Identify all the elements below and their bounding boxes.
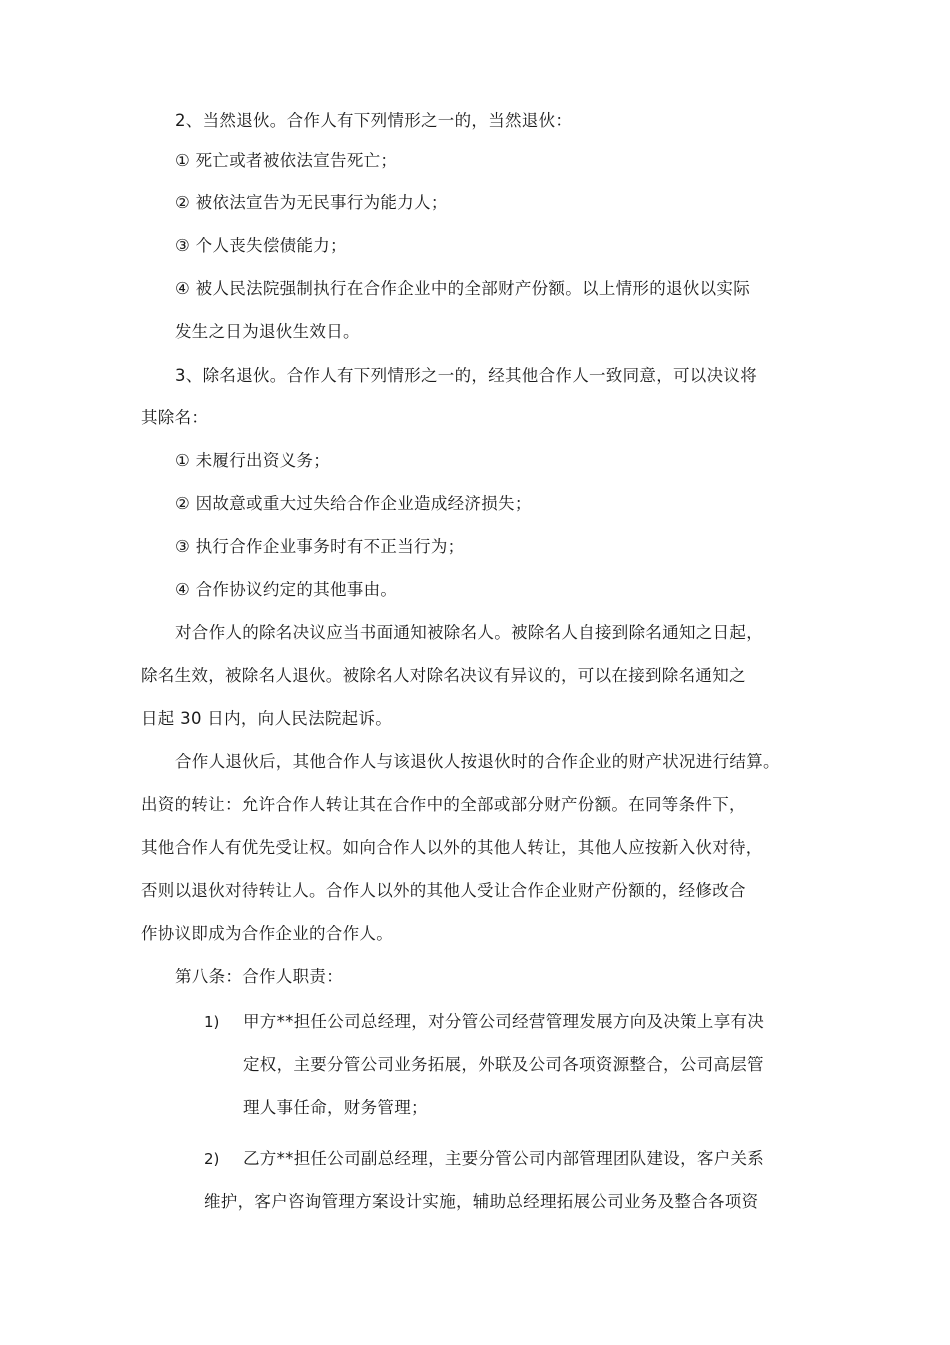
text-line: ② 因故意或重大过失给合作企业造成经济损失； xyxy=(175,494,532,513)
text-line: 乙方**担任公司副总经理，主要分管公司内部管理团队建设，客户关系 xyxy=(243,1149,765,1168)
text-line: ④ 合作协议约定的其他事由。 xyxy=(175,580,398,599)
text-line: 理人事任命，财务管理； xyxy=(243,1098,428,1117)
text-line: 发生之日为退伙生效日。 xyxy=(175,322,360,341)
text-line: ① 未履行出资义务； xyxy=(175,451,331,470)
text-line: 日起 30 日内，向人民法院起诉。 xyxy=(141,709,393,728)
text-line: 维护，客户咨询管理方案设计实施，辅助总经理拓展公司业务及整合各项资 xyxy=(204,1192,759,1211)
text-line: 除名生效，被除名人退伙。被除名人对除名决议有异议的，可以在接到除名通知之 xyxy=(141,666,746,685)
text-line: ③ 执行合作企业事务时有不正当行为； xyxy=(175,537,465,556)
text-line: 第八条：合作人职责： xyxy=(175,967,343,986)
list-number: 1) xyxy=(204,1013,220,1031)
text-line: 2、当然退伙。合作人有下列情形之一的，当然退伙： xyxy=(175,111,573,130)
text-line: 作协议即成为合作企业的合作人。 xyxy=(141,924,393,943)
list-number: 2) xyxy=(204,1150,220,1168)
text-line: 3、除名退伙。合作人有下列情形之一的，经其他合作人一致同意，可以决议将 xyxy=(175,366,757,385)
text-line: 出资的转让：允许合作人转让其在合作中的全部或部分财产份额。在同等条件下， xyxy=(141,795,746,814)
text-line: 否则以退伙对待转让人。合作人以外的其他人受让合作企业财产份额的，经修改合 xyxy=(141,881,746,900)
text-line: 甲方**担任公司总经理，对分管公司经营管理发展方向及决策上享有决 xyxy=(243,1012,765,1031)
text-line: 定权，主要分管公司业务拓展，外联及公司各项资源整合，公司高层管 xyxy=(243,1055,764,1074)
text-line: 其他合作人有优先受让权。如向合作人以外的其他人转让，其他人应按新入伙对待， xyxy=(141,838,763,857)
text-line: ④ 被人民法院强制执行在合作企业中的全部财产份额。以上情形的退伙以实际 xyxy=(175,279,751,298)
text-line: ③ 个人丧失偿债能力； xyxy=(175,236,347,255)
text-line: ① 死亡或者被依法宣告死亡； xyxy=(175,151,398,170)
text-line: 合作人退伙后，其他合作人与该退伙人按退伙时的合作企业的财产状况进行结算。 xyxy=(175,752,780,771)
text-line: ② 被依法宣告为无民事行为能力人； xyxy=(175,193,448,212)
text-line: 其除名： xyxy=(141,408,209,427)
text-line: 对合作人的除名决议应当书面通知被除名人。被除名人自接到除名通知之日起， xyxy=(175,623,763,642)
